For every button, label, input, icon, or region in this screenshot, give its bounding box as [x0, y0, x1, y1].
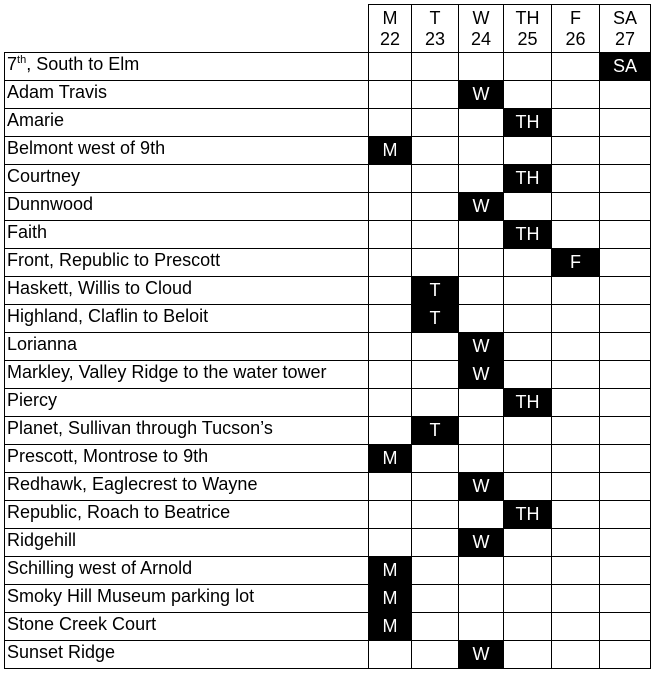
street-text: Planet, Sullivan through Tucson’s: [7, 418, 273, 438]
street-text: Adam Travis: [7, 82, 108, 102]
empty-cell: [504, 333, 552, 361]
table-row: [5, 305, 651, 333]
day-mark-cell: F: [552, 249, 600, 277]
empty-cell: [552, 389, 600, 417]
table-row: [5, 81, 651, 109]
street-name: [5, 249, 369, 277]
street-name: [5, 501, 369, 529]
street-text: 7: [7, 54, 18, 74]
street-suffix: th: [17, 54, 27, 66]
table-row: [5, 137, 651, 165]
empty-cell: [459, 165, 504, 193]
empty-cell: [369, 221, 412, 249]
street-text: Amarie: [7, 110, 65, 130]
table-row: [5, 361, 651, 389]
empty-cell: [412, 221, 459, 249]
day-abbr: TH: [515, 7, 540, 28]
empty-cell: [369, 529, 412, 557]
empty-cell: [504, 473, 552, 501]
empty-cell: [412, 165, 459, 193]
empty-cell: [412, 109, 459, 137]
empty-cell: [600, 361, 651, 389]
empty-cell: [552, 221, 600, 249]
table-row: [5, 53, 651, 81]
empty-cell: [459, 109, 504, 137]
table-row: [5, 529, 651, 557]
day-mark-cell: T: [412, 417, 459, 445]
table-row: [5, 277, 651, 305]
street-text: Redhawk, Eaglecrest to Wayne: [7, 474, 258, 494]
empty-cell: [552, 585, 600, 613]
street-name: [5, 613, 369, 641]
empty-cell: [504, 361, 552, 389]
empty-cell: [369, 53, 412, 81]
empty-cell: [504, 585, 552, 613]
empty-cell: [459, 613, 504, 641]
street-text: Front, Republic to Prescott: [7, 250, 221, 270]
empty-cell: [552, 81, 600, 109]
empty-cell: [504, 641, 552, 669]
empty-cell: [600, 389, 651, 417]
day-abbr: F: [570, 7, 581, 28]
street-text: Sunset Ridge: [7, 642, 116, 662]
day-mark-cell: TH: [504, 501, 552, 529]
street-text: Highland, Claflin to Beloit: [7, 306, 209, 326]
street-name: [5, 361, 369, 389]
empty-cell: [600, 109, 651, 137]
day-mark-cell: W: [459, 529, 504, 557]
day-mark-cell: W: [459, 473, 504, 501]
table-row: [5, 165, 651, 193]
table-row: [5, 249, 651, 277]
empty-cell: [600, 557, 651, 585]
street-name: [5, 305, 369, 333]
street-name: [5, 165, 369, 193]
empty-cell: [369, 333, 412, 361]
street-text: Dunnwood: [7, 194, 94, 214]
street-text: Markley, Valley Ridge to the water tower: [7, 362, 327, 382]
empty-cell: [600, 305, 651, 333]
schedule-body: [5, 53, 651, 669]
empty-cell: [552, 473, 600, 501]
empty-cell: [412, 389, 459, 417]
empty-cell: [412, 613, 459, 641]
empty-cell: [552, 417, 600, 445]
table-row: [5, 193, 651, 221]
table-row: [5, 501, 651, 529]
day-abbr: SA: [612, 7, 637, 28]
empty-cell: [459, 249, 504, 277]
table-row: [5, 557, 651, 585]
day-header: [459, 5, 504, 53]
empty-cell: [459, 501, 504, 529]
empty-cell: [504, 529, 552, 557]
empty-cell: [504, 613, 552, 641]
day-mark-cell: W: [459, 641, 504, 669]
day-mark-cell: M: [369, 585, 412, 613]
day-date: 26: [565, 28, 586, 49]
table-row: [5, 389, 651, 417]
table-row: [5, 333, 651, 361]
street-text: Courtney: [7, 166, 81, 186]
empty-cell: [600, 249, 651, 277]
empty-cell: [552, 305, 600, 333]
day-mark-cell: W: [459, 193, 504, 221]
table-row: [5, 417, 651, 445]
empty-cell: [459, 445, 504, 473]
empty-cell: [600, 333, 651, 361]
empty-cell: [552, 165, 600, 193]
empty-cell: [552, 501, 600, 529]
street-text: Republic, Roach to Beatrice: [7, 502, 231, 522]
empty-cell: [600, 613, 651, 641]
empty-cell: [600, 277, 651, 305]
empty-cell: [600, 193, 651, 221]
street-name: [5, 53, 369, 81]
table-row: [5, 445, 651, 473]
empty-cell: [552, 137, 600, 165]
empty-cell: [600, 221, 651, 249]
empty-cell: [600, 417, 651, 445]
street-text: Schilling west of Arnold: [7, 558, 193, 578]
street-name: [5, 641, 369, 669]
empty-cell: [459, 389, 504, 417]
day-date: 23: [424, 28, 446, 49]
empty-cell: [504, 557, 552, 585]
empty-cell: [504, 53, 552, 81]
street-name: [5, 109, 369, 137]
empty-cell: [504, 277, 552, 305]
empty-cell: [552, 193, 600, 221]
table-row: [5, 221, 651, 249]
table-row: [5, 585, 651, 613]
street-name: [5, 389, 369, 417]
empty-cell: [600, 585, 651, 613]
empty-cell: [459, 557, 504, 585]
empty-cell: [552, 277, 600, 305]
street-name: [5, 277, 369, 305]
street-name: [5, 81, 369, 109]
day-mark-cell: W: [459, 81, 504, 109]
empty-cell: [552, 333, 600, 361]
empty-cell: [504, 81, 552, 109]
empty-cell: [600, 137, 651, 165]
empty-cell: [412, 193, 459, 221]
street-text: Stone Creek Court: [7, 614, 157, 634]
empty-cell: [369, 193, 412, 221]
street-schedule-table: [4, 4, 651, 669]
empty-cell: [412, 445, 459, 473]
street-name: [5, 417, 369, 445]
empty-cell: [459, 277, 504, 305]
street-text: Belmont west of 9th: [7, 138, 166, 158]
day-mark-cell: T: [412, 277, 459, 305]
empty-cell: [369, 501, 412, 529]
day-date: 25: [517, 28, 538, 49]
empty-cell: [552, 641, 600, 669]
empty-cell: [412, 361, 459, 389]
empty-cell: [504, 305, 552, 333]
street-text: Faith: [7, 222, 48, 242]
day-mark-cell: TH: [504, 221, 552, 249]
day-mark-cell: TH: [504, 109, 552, 137]
street-name: [5, 585, 369, 613]
table-row: [5, 109, 651, 137]
day-mark-cell: M: [369, 613, 412, 641]
day-abbr: M: [382, 7, 398, 28]
day-header: [369, 5, 412, 53]
street-text: Haskett, Willis to Cloud: [7, 278, 193, 298]
empty-cell: [369, 81, 412, 109]
empty-cell: [369, 109, 412, 137]
header-row: [5, 5, 651, 53]
empty-cell: [369, 417, 412, 445]
empty-cell: [504, 445, 552, 473]
street-text: Smoky Hill Museum parking lot: [7, 586, 255, 606]
day-header: [504, 5, 552, 53]
table-row: [5, 473, 651, 501]
empty-cell: [504, 137, 552, 165]
empty-cell: [552, 361, 600, 389]
empty-cell: [412, 53, 459, 81]
day-abbr: W: [472, 7, 490, 28]
street-name: [5, 137, 369, 165]
empty-cell: [412, 137, 459, 165]
street-text: Prescott, Montrose to 9th: [7, 446, 209, 466]
empty-cell: [412, 333, 459, 361]
empty-cell: [504, 249, 552, 277]
empty-cell: [600, 529, 651, 557]
empty-cell: [600, 445, 651, 473]
street-name: [5, 193, 369, 221]
empty-cell: [600, 473, 651, 501]
empty-cell: [552, 109, 600, 137]
day-mark-cell: W: [459, 333, 504, 361]
street-text: Ridgehill: [7, 530, 77, 550]
empty-cell: [369, 305, 412, 333]
street-name: [5, 529, 369, 557]
empty-cell: [412, 249, 459, 277]
empty-cell: [552, 557, 600, 585]
empty-cell: [412, 473, 459, 501]
day-date: 27: [614, 28, 636, 49]
table-row: [5, 641, 651, 669]
street-text-rest: , South to Elm: [26, 54, 140, 74]
empty-cell: [552, 445, 600, 473]
day-mark-cell: M: [369, 137, 412, 165]
empty-cell: [369, 165, 412, 193]
day-mark-cell: TH: [504, 165, 552, 193]
street-name: [5, 445, 369, 473]
day-mark-cell: W: [459, 361, 504, 389]
day-mark-cell: TH: [504, 389, 552, 417]
empty-cell: [600, 81, 651, 109]
empty-cell: [504, 193, 552, 221]
table-row: [5, 613, 651, 641]
day-date: 24: [470, 28, 492, 49]
empty-cell: [412, 585, 459, 613]
header-corner: [5, 5, 369, 53]
day-header: [412, 5, 459, 53]
empty-cell: [459, 417, 504, 445]
empty-cell: [369, 641, 412, 669]
empty-cell: [369, 249, 412, 277]
day-mark-cell: SA: [600, 53, 651, 81]
empty-cell: [600, 501, 651, 529]
empty-cell: [600, 641, 651, 669]
empty-cell: [412, 557, 459, 585]
empty-cell: [369, 389, 412, 417]
empty-cell: [412, 641, 459, 669]
empty-cell: [412, 529, 459, 557]
day-mark-cell: T: [412, 305, 459, 333]
day-mark-cell: M: [369, 445, 412, 473]
empty-cell: [552, 53, 600, 81]
empty-cell: [459, 53, 504, 81]
empty-cell: [459, 305, 504, 333]
street-name: [5, 557, 369, 585]
day-mark-cell: M: [369, 557, 412, 585]
street-name: [5, 221, 369, 249]
empty-cell: [600, 165, 651, 193]
empty-cell: [459, 137, 504, 165]
empty-cell: [552, 613, 600, 641]
day-header: [552, 5, 600, 53]
empty-cell: [412, 81, 459, 109]
day-header: [600, 5, 651, 53]
empty-cell: [504, 417, 552, 445]
day-abbr: T: [429, 7, 441, 28]
day-date: 22: [379, 28, 401, 49]
street-text: Lorianna: [7, 334, 78, 354]
empty-cell: [459, 585, 504, 613]
street-name: [5, 333, 369, 361]
empty-cell: [369, 277, 412, 305]
empty-cell: [412, 501, 459, 529]
street-text: Piercy: [7, 390, 58, 410]
empty-cell: [459, 221, 504, 249]
empty-cell: [369, 473, 412, 501]
empty-cell: [369, 361, 412, 389]
empty-cell: [552, 529, 600, 557]
street-name: [5, 473, 369, 501]
